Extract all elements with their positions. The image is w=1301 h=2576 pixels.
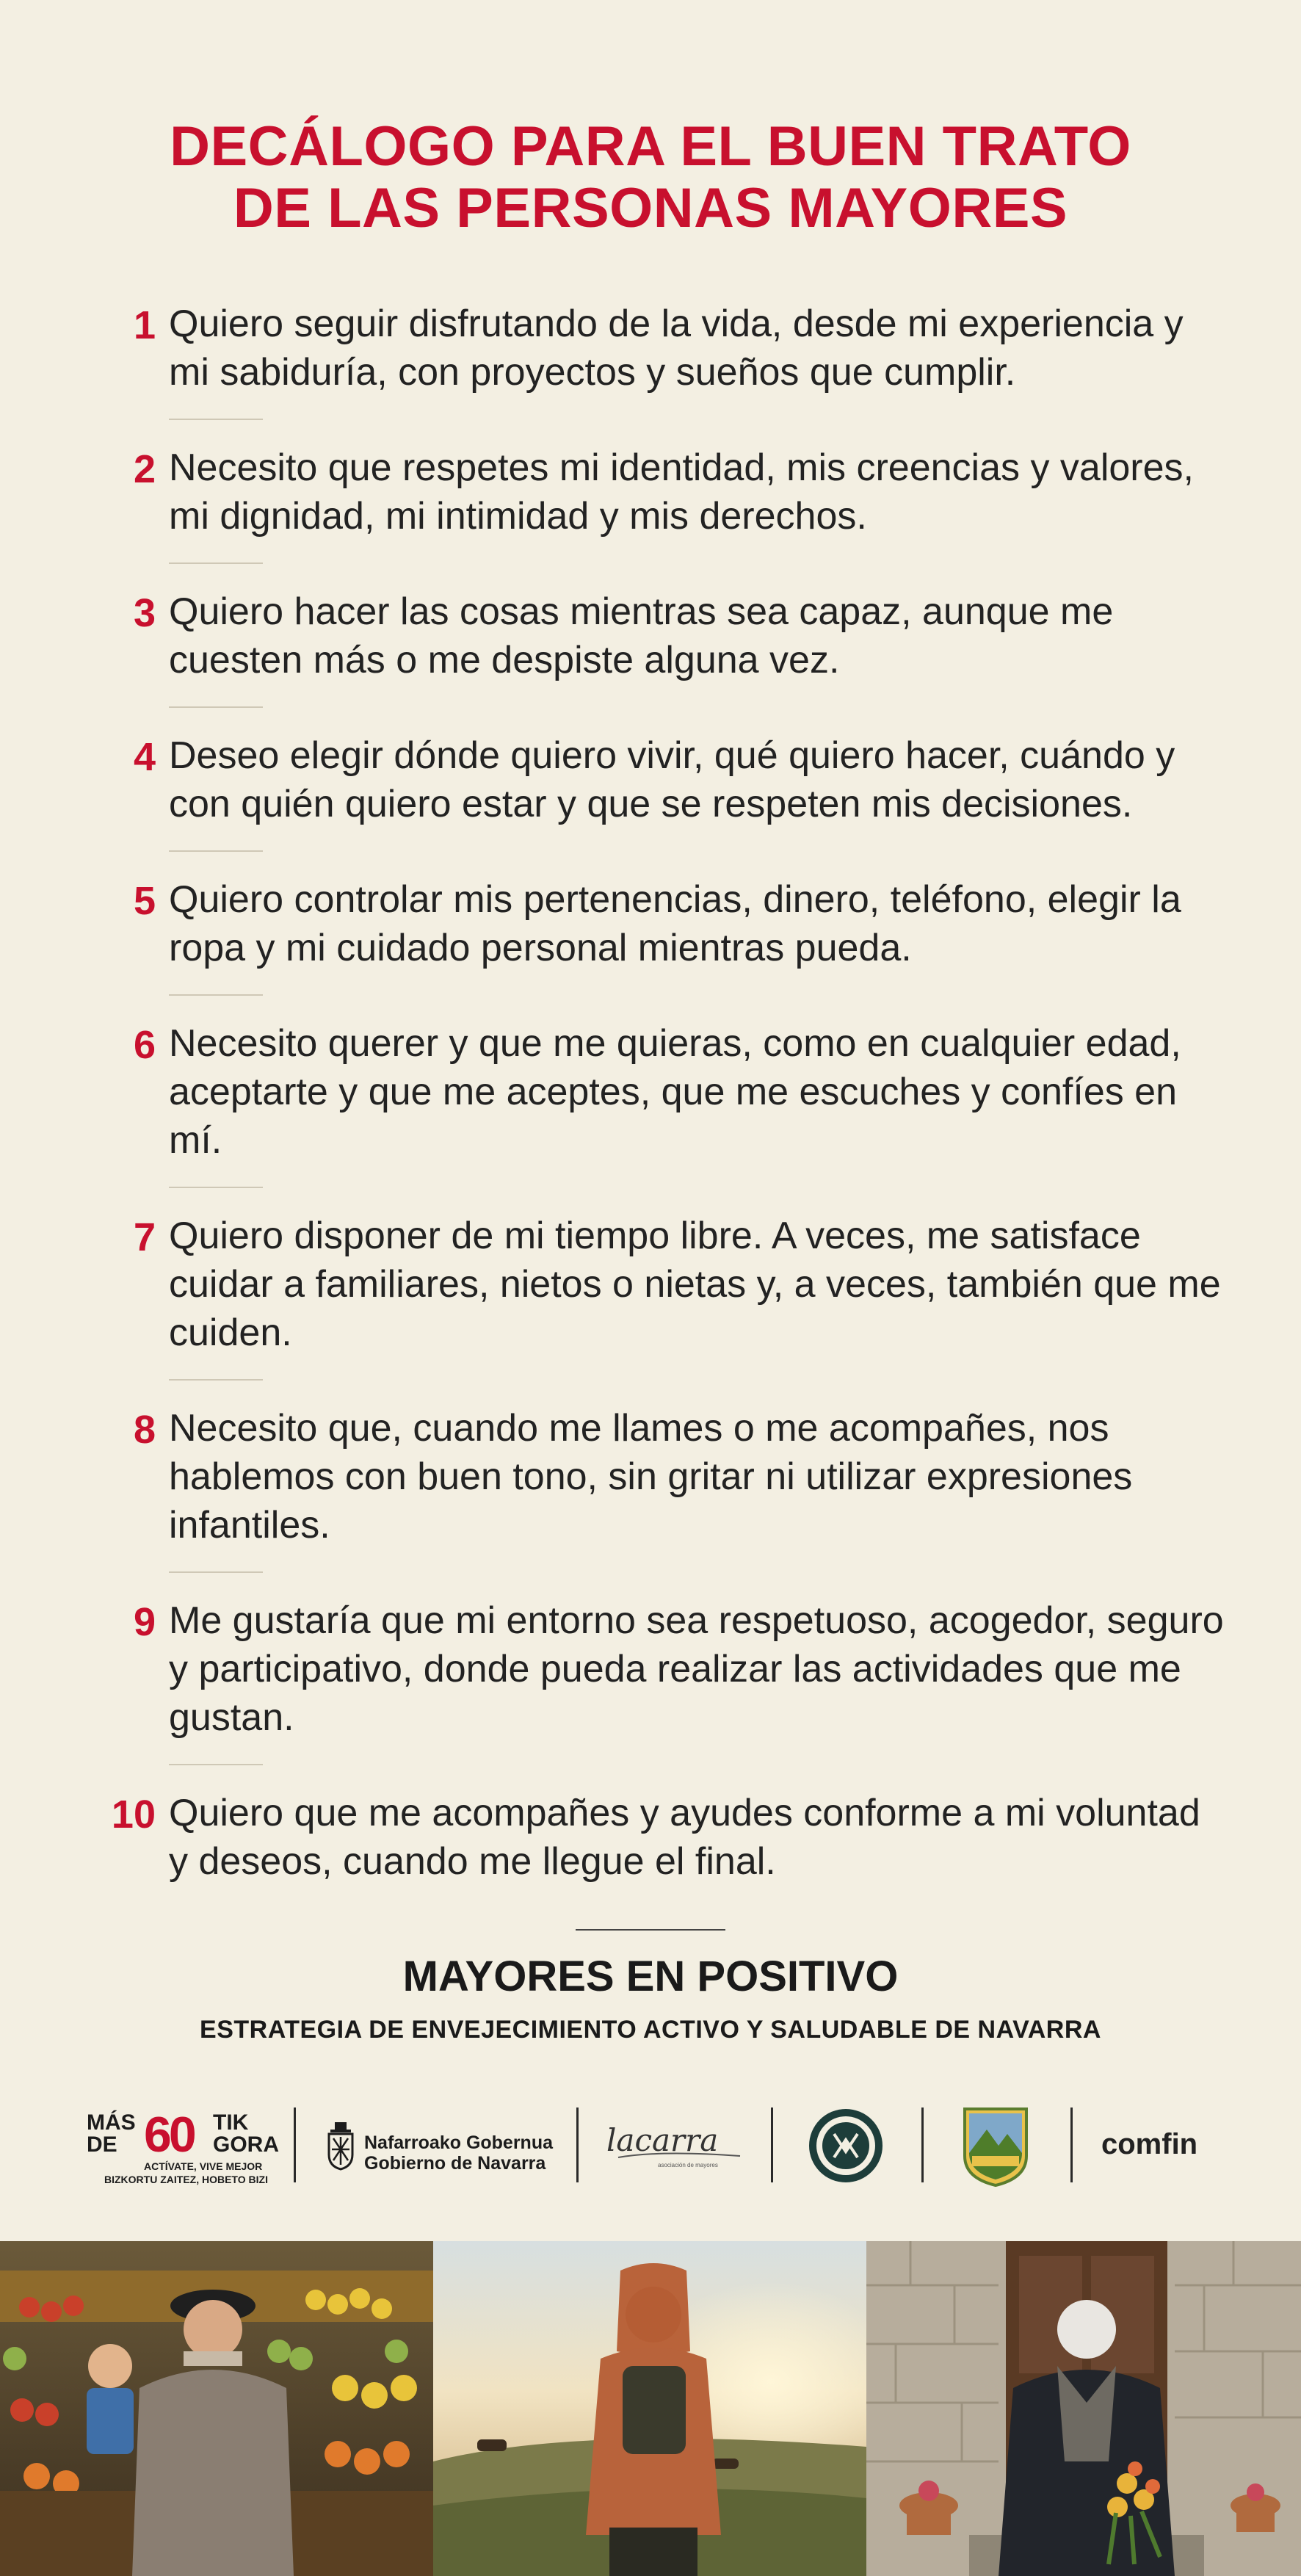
logo-separator [921, 2108, 924, 2182]
item-number: 4 [133, 735, 156, 779]
navarra-line-1: Nafarroako Gobernua [364, 2132, 554, 2153]
logo-text-60: 60 [144, 2107, 194, 2163]
page-title [0, 116, 1301, 239]
gobierno-navarra-logo [326, 2122, 554, 2174]
item-text: Quiero que me acompañes y ayudes conforme a mi voluntad y deseos, cuando me llegue el final. [169, 1792, 1200, 1883]
item-number: 1 [133, 303, 156, 347]
doorway-photo [866, 2241, 1301, 2576]
list-item [0, 1019, 1301, 1165]
item-number: 9 [133, 1600, 156, 1644]
countryside-photo [433, 2241, 866, 2576]
logo-separator [771, 2108, 773, 2182]
comfin-wordmark: comfin [1101, 2128, 1198, 2160]
item-text: Me gustaría que mi entorno sea respetuoso, acogedor, seguro y participativo, donde pueda realizar las actividades que me gustan. [169, 1599, 1224, 1739]
lacarra-logo [602, 2116, 749, 2175]
logo-separator [1070, 2108, 1073, 2182]
shield-emblem-logo [962, 2105, 1029, 2187]
footer-divider [576, 1929, 725, 1931]
list-item [0, 875, 1301, 972]
item-number: 7 [133, 1215, 156, 1259]
divider [169, 706, 263, 708]
item-number: 10 [111, 1792, 156, 1837]
emblem-icon [962, 2105, 1029, 2187]
strategy-subtitle: ESTRATEGIA DE ENVEJECIMIENTO ACTIVO Y SALUDABLE DE NAVARRA [200, 2016, 1101, 2044]
navarra-line-2: Gobierno de Navarra [364, 2153, 546, 2174]
navarra-shield-icon [326, 2122, 355, 2171]
item-number: 5 [133, 879, 156, 923]
logo-text-mas: MÁS [87, 2110, 136, 2135]
mas-de-60-logo [87, 2106, 279, 2185]
campaign-title: MAYORES EN POSITIVO [402, 1953, 899, 2000]
logo-separator [576, 2108, 579, 2182]
logo-row [0, 2100, 1301, 2188]
logo-separator [294, 2108, 296, 2182]
divider [169, 1764, 263, 1765]
lacarra-subtitle: asociación de mayores [658, 2162, 718, 2168]
divider [169, 419, 263, 420]
item-text: Necesito querer y que me quieras, como en cualquier edad, aceptarte y que me aceptes, que me escuches y confíes en mí. [169, 1022, 1181, 1162]
item-text: Quiero controlar mis pertenencias, dinero, teléfono, elegir la ropa y mi cuidado personal mientras pueda. [169, 878, 1181, 969]
item-text: Necesito que respetes mi identidad, mis creencias y valores, mi dignidad, mi intimidad y mis derechos. [169, 446, 1194, 538]
title-line-2: DE LAS PERSONAS MAYORES [233, 177, 1068, 239]
list-item [0, 444, 1301, 540]
item-number: 8 [133, 1408, 156, 1452]
comfin-logo [1101, 2128, 1226, 2172]
list-item [0, 1789, 1301, 1886]
list-item [0, 1596, 1301, 1742]
divider [169, 994, 263, 996]
item-number: 6 [133, 1023, 156, 1067]
item-number: 3 [133, 591, 156, 635]
title-line-1: DECÁLOGO PARA EL BUEN TRATO [170, 115, 1131, 178]
doorway-scene-image [866, 2241, 1301, 2576]
logo-tagline-eu: BIZKORTU ZAITEZ, HOBETO BIZI [104, 2174, 268, 2185]
association-seal-logo [808, 2108, 884, 2184]
countryside-scene-image [433, 2241, 866, 2576]
logo-tagline-es: ACTÍVATE, VIVE MEJOR [144, 2160, 263, 2172]
list-item [0, 300, 1301, 397]
photo-strip [0, 2241, 1301, 2576]
item-text: Quiero hacer las cosas mientras sea capaz, aunque me cuesten más o me despiste alguna vez. [169, 590, 1114, 681]
item-number: 2 [133, 447, 156, 491]
decalogue-list [0, 300, 1301, 1886]
item-text: Quiero disponer de mi tiempo libre. A veces, me satisface cuidar a familiares, nietos o nietas y, a veces, también que me cuiden. [169, 1215, 1221, 1354]
market-scene-image [0, 2241, 433, 2576]
logo-text-gora: GORA [213, 2132, 279, 2157]
logo-text-tik: TIK [213, 2110, 249, 2135]
list-item [0, 1404, 1301, 1549]
divider [169, 850, 263, 852]
item-text: Quiero seguir disfrutando de la vida, desde mi experiencia y mi sabiduría, con proyectos y sueños que cumplir. [169, 303, 1184, 394]
list-item [0, 587, 1301, 684]
lacarra-wordmark: lacarra [606, 2122, 719, 2158]
list-item [0, 1212, 1301, 1357]
divider [169, 562, 263, 564]
list-item [0, 731, 1301, 828]
divider [169, 1571, 263, 1573]
divider [169, 1379, 263, 1381]
logo-text-de: DE [87, 2132, 117, 2157]
lacarra-swoosh-icon [617, 2152, 742, 2160]
market-photo [0, 2241, 433, 2576]
item-text: Necesito que, cuando me llames o me acompañes, nos hablemos con buen tono, sin gritar ni utilizar expresiones infantiles. [169, 1407, 1133, 1546]
item-text: Deseo elegir dónde quiero vivir, qué quiero hacer, cuándo y con quién quiero estar y que se respeten mis decisiones. [169, 734, 1175, 825]
divider [169, 1187, 263, 1188]
seal-icon [808, 2108, 884, 2184]
